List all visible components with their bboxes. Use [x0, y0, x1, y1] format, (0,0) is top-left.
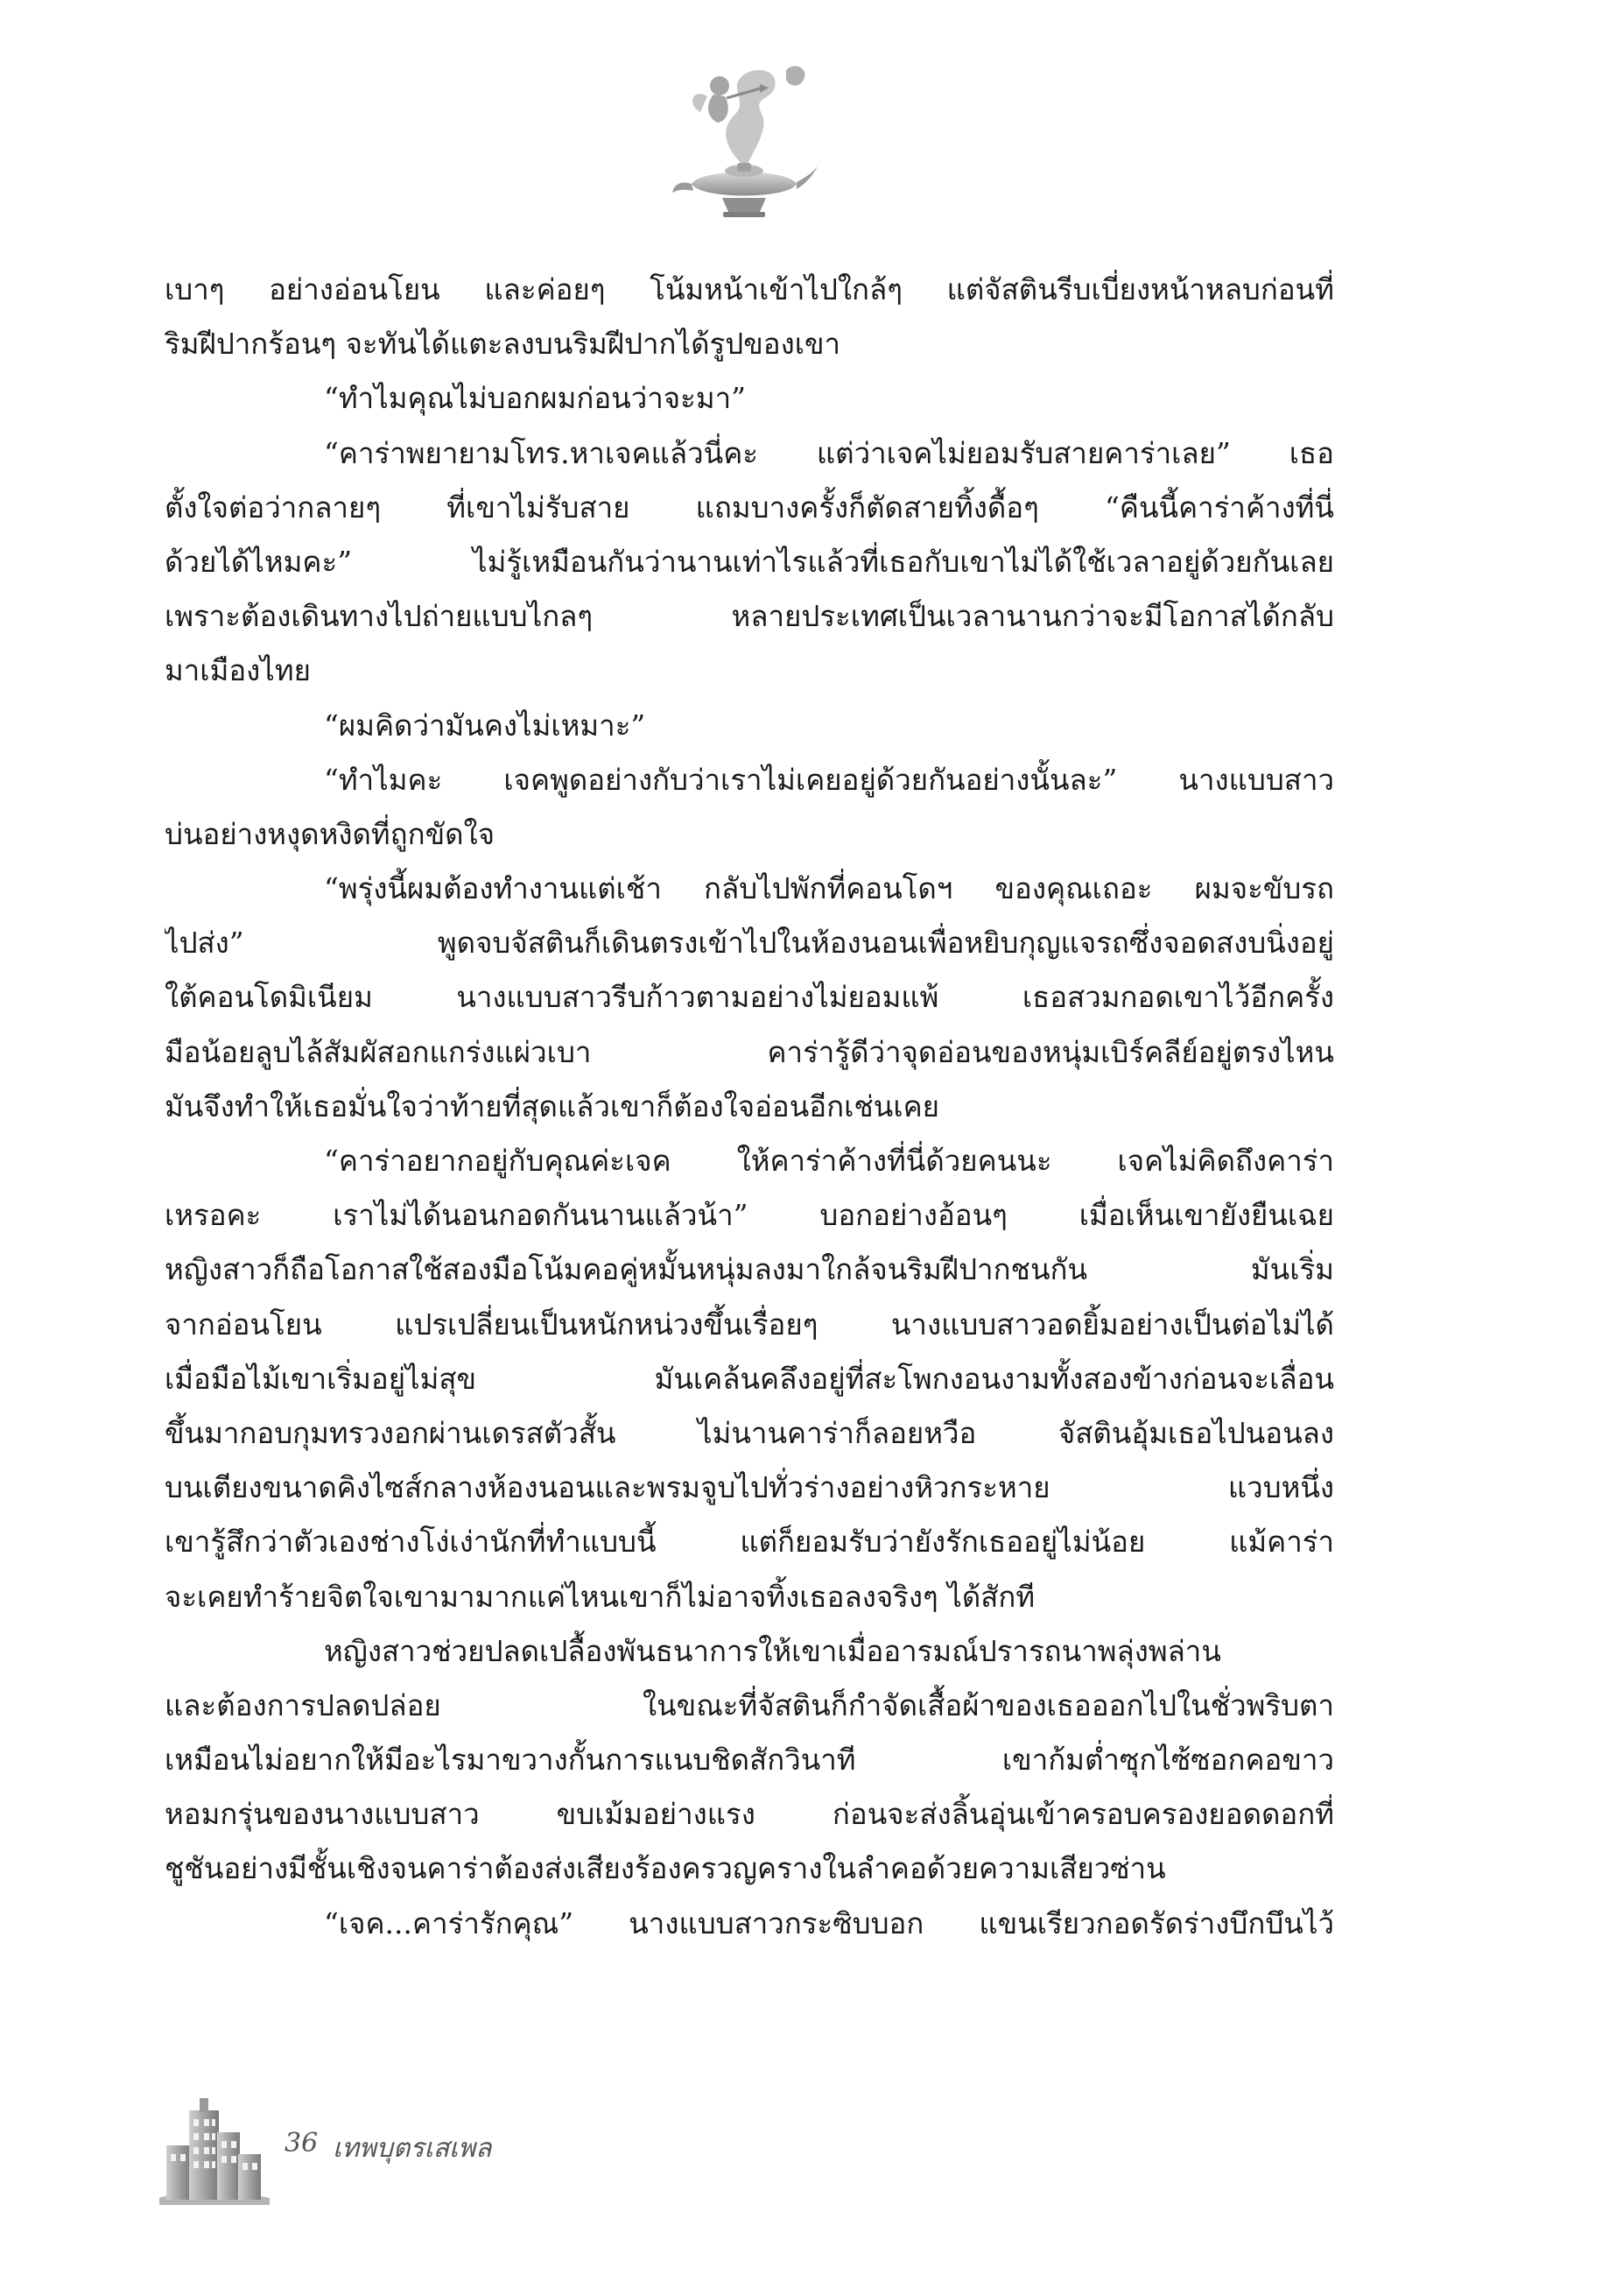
book-title: เทพบุตรเสเพล — [333, 2133, 492, 2164]
text-line: “คาร่าอยากอยู่กับคุณค่ะเจค ให้คาร่าค้างที่นี่ด้วยคนนะ เจคไม่คิดถึงคาร่า — [324, 1144, 1334, 1178]
text-line: ชูชันอย่างมีชั้นเชิงจนคาร่าต้องส่งเสียงร้องครวญครางในลำคอด้วยความเสียวซ่าน — [165, 1851, 1166, 1886]
text-line: ริมฝีปากร้อนๆ จะทันได้แตะลงบนริมฝีปากได้รูปของเขา — [165, 327, 841, 362]
text-line: “ผมคิดว่ามันคงไม่เหมาะ” — [324, 708, 646, 743]
text-line: เพราะต้องเดินทางไปถ่ายแบบไกลๆ หลายประเทศเป็นเวลานานกว่าจะมีโอกาสได้กลับ — [165, 599, 1334, 634]
page-number: 36 — [285, 2128, 319, 2159]
text-line: หญิงสาวช่วยปลดเปลื้องพันธนาการให้เขาเมื่ออารมณ์ปรารถนาพลุ่งพล่าน — [324, 1633, 1221, 1668]
text-line: หญิงสาวก็ถือโอกาสใช้สองมือโน้มคอคู่หมั้นหนุ่มลงมาใกล้จนริมฝีปากชนกัน มันเริ่ม — [165, 1252, 1334, 1287]
text-line: มันจึงทำให้เธอมั่นใจว่าท้ายที่สุดแล้วเขาก็ต้องใจอ่อนอีกเช่นเคย — [165, 1088, 940, 1123]
cupid-genie-lamp-icon — [665, 53, 823, 228]
text-line: ตั้งใจต่อว่ากลายๆ ที่เขาไม่รับสาย แถมบางครั้งก็ตัดสายทิ้งดื้อๆ “คืนนี้คาร่าค้างที่นี่ — [165, 489, 1334, 525]
text-line: “พรุ่งนี้ผมต้องทำงานแต่เช้า กลับไปพักที่คอนโดฯ ของคุณเถอะ ผมจะขับรถ — [324, 871, 1334, 906]
body-text — [165, 263, 1334, 2128]
text-line: หอมกรุ่นของนางแบบสาว ขบเม้มอย่างแรง ก่อนจะส่งลิ้นอุ่นเข้าครอบครองยอดดอกที่ — [165, 1797, 1334, 1832]
text-line: “ทำไมคุณไม่บอกผมก่อนว่าจะมา” — [324, 381, 747, 416]
page-footer — [158, 2093, 770, 2215]
text-line: เหรอคะ เราไม่ได้นอนกอดกันนานแล้วน้า” บอกอย่างอ้อนๆ เมื่อเห็นเขายังยืนเฉย — [165, 1198, 1334, 1233]
text-line: “คาร่าพยายามโทร.หาเจคแล้วนี่คะ แต่ว่าเจคไม่ยอมรับสายคาร่าเลย” เธอ — [324, 435, 1334, 470]
text-line: เบาๆ อย่างอ่อนโยน และค่อยๆ โน้มหน้าเข้าไปใกล้ๆ แต่จัสตินรีบเบี่ยงหน้าหลบก่อนที่ — [165, 272, 1334, 306]
text-line: จะเคยทำร้ายจิตใจเขามามากแค่ไหนเขาก็ไม่อาจทิ้งเธอลงจริงๆ ได้สักที — [165, 1579, 1036, 1614]
text-line: ด้วยได้ไหมคะ” ไม่รู้เหมือนกันว่านานเท่าไรแล้วที่เธอกับเขาไม่ได้ใช้เวลาอยู่ด้วยกันเลย — [165, 544, 1334, 579]
text-line: เหมือนไม่อยากให้มีอะไรมาขวางกั้นการแนบชิดสักวินาที เขาก้มต่ำซุกไซ้ซอกคอขาว — [165, 1743, 1334, 1778]
text-line: เมื่อมือไม้เขาเริ่มอยู่ไม่สุข มันเคล้นคลึงอยู่ที่สะโพกงอนงามทั้งสองข้างก่อนจะเลื่อน — [165, 1361, 1334, 1396]
text-line: จากอ่อนโยน แปรเปลี่ยนเป็นหนักหน่วงขึ้นเรื่อยๆ นางแบบสาวอดยิ้มอย่างเป็นต่อไม่ได้ — [165, 1306, 1334, 1342]
text-line: บ่นอย่างหงุดหงิดที่ถูกขัดใจ — [165, 816, 495, 851]
text-line: ขึ้นมากอบกุมทรวงอกผ่านเดรสตัวสั้น ไม่นานคาร่าก็ลอยหวือ จัสตินอุ้มเธอไปนอนลง — [165, 1415, 1334, 1450]
text-line: “ทำไมคะ เจคพูดอย่างกับว่าเราไม่เคยอยู่ด้วยกันอย่างนั้นละ” นางแบบสาว — [324, 762, 1334, 797]
text-line: มาเมืองไทย — [165, 653, 311, 688]
city-buildings-icon — [158, 2093, 271, 2207]
text-line: ใต้คอนโดมิเนียม นางแบบสาวรีบก้าวตามอย่างไม่ยอมแพ้ เธอสวมกอดเขาไว้อีกครั้ง — [165, 980, 1334, 1015]
text-line: ไปส่ง” พูดจบจัสตินก็เดินตรงเข้าไปในห้องนอนเพื่อหยิบกุญแจรถซึ่งจอดสงบนิ่งอยู่ — [165, 926, 1334, 961]
text-line: เขารู้สึกว่าตัวเองช่างโง่เง่านักที่ทำแบบนี้ แต่ก็ยอมรับว่ายังรักเธออยู่ไม่น้อย แม้คาร่า — [165, 1525, 1334, 1560]
text-line: บนเตียงขนาดคิงไซส์กลางห้องนอนและพรมจูบไปทั่วร่างอย่างหิวกระหาย แวบหนึ่ง — [165, 1470, 1334, 1505]
text-line: และต้องการปลดปล่อย ในขณะที่จัสตินก็กำจัดเสื้อผ้าของเธอออกไปในชั่วพริบตา — [165, 1687, 1334, 1722]
text-line: “เจค...คาร่ารักคุณ” นางแบบสาวกระซิบบอก แขนเรียวกอดรัดร่างบึกบึนไว้ — [324, 1905, 1334, 1940]
text-line: มือน้อยลูบไล้สัมผัสอกแกร่งแผ่วเบา คาร่ารู้ดีว่าจุดอ่อนของหนุ่มเบิร์คลีย์อยู่ตรงไหน — [165, 1034, 1334, 1069]
